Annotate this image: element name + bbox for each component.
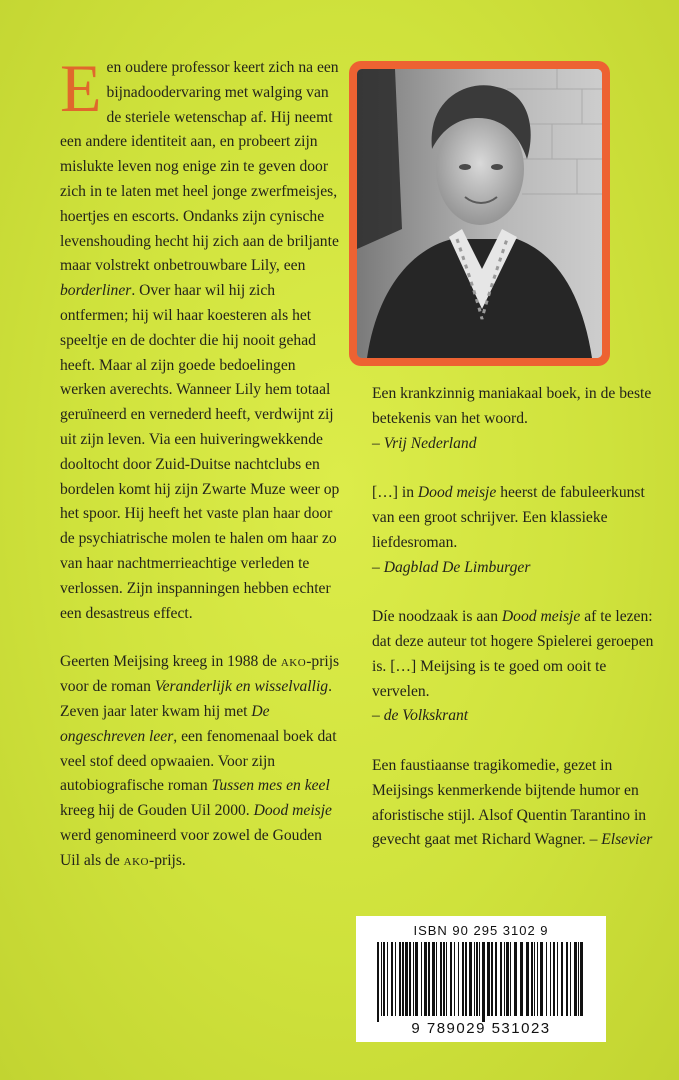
barcode-bar: [462, 942, 464, 1016]
barcode-bar: [520, 942, 523, 1016]
text-run: Díe noodzaak is aan: [372, 608, 502, 626]
barcode-bar: [402, 942, 404, 1016]
quote-source: – Dagblad De Limburger: [372, 558, 531, 576]
barcode-bar: [540, 942, 543, 1016]
barcode-bar: [377, 942, 379, 1022]
barcode-bar: [531, 942, 533, 1016]
author-photo-frame: [349, 61, 610, 366]
italic-title: Dood meisje: [253, 802, 332, 820]
barcode-bar: [421, 942, 422, 1016]
italic-title: Dood meisje: [501, 608, 581, 626]
text-run: , een fenomenaal boek dat veel stof deed opwaaien. Voor zijn autobiografische roman: [60, 727, 337, 795]
drop-cap: E: [60, 50, 102, 126]
press-quotes: [372, 382, 662, 878]
barcode-bar: [440, 942, 442, 1016]
barcode-bar: [450, 942, 452, 1016]
blurb-body: [60, 50, 340, 622]
text-run: heerst de fabuleerkunst van een groot schrijver. Een klassieke liefdesroman.: [372, 484, 645, 551]
press-quote: [372, 754, 662, 853]
barcode-bar: [476, 942, 478, 1016]
barcode-bar: [504, 942, 505, 1016]
barcode-bar: [482, 942, 485, 1022]
press-quote: [372, 605, 662, 729]
text-run: werd genomineerd voor zowel de Gouden Uil als de: [60, 826, 322, 869]
text-run: -prijs voor de roman: [60, 653, 340, 696]
barcode-bar: [514, 942, 517, 1016]
barcode-bar: [399, 942, 401, 1016]
barcode-bar: [474, 942, 475, 1016]
barcode-bar: [454, 942, 455, 1016]
barcode-bar: [409, 942, 411, 1016]
barcode-bar: [387, 942, 388, 1016]
italic-title: De ongeschreven leer: [60, 702, 270, 745]
barcode-bar: [465, 942, 467, 1016]
barcode-bar: [578, 942, 579, 1016]
small-caps-text: ako: [123, 851, 150, 869]
barcode-bar: [428, 942, 430, 1016]
barcode-bar: [381, 942, 382, 1016]
text-run: Een faustiaanse tragikomedie, gezet in Meijsings kenmerkende bijtende humor en aforistische stijl. Alsof Quentin Tarantino in gevecht gaat met Richard Wagner.: [372, 756, 647, 849]
barcode-bar: [510, 942, 511, 1016]
italic-title: Tussen mes en keel: [211, 777, 330, 795]
italic-title: Dood meisje: [417, 484, 497, 502]
text-run: -prijs.: [149, 851, 186, 869]
small-caps-text: ako: [280, 653, 307, 671]
quote-text: [372, 754, 662, 853]
barcode-bar: [500, 942, 502, 1016]
press-quote: [372, 382, 662, 456]
author-portrait-image: [357, 69, 602, 358]
barcode-bar: [446, 942, 447, 1016]
author-bio: [60, 650, 342, 873]
press-quote: [372, 481, 662, 580]
text-run: . Zeven jaar later kwam hij met: [60, 678, 332, 720]
quote-source: – de Volkskrant: [372, 707, 469, 725]
barcode-bar: [458, 942, 459, 1016]
barcode-bar: [395, 942, 396, 1016]
barcode-bar: [553, 942, 555, 1016]
barcode-bar: [557, 942, 558, 1016]
barcode-bar: [550, 942, 551, 1016]
isbn-number: ISBN 90 295 3102 9: [413, 923, 549, 938]
barcode-bar: [383, 942, 385, 1016]
barcode-bar: [574, 942, 577, 1016]
quote-text: [372, 382, 662, 432]
italic-title: – Elsevier: [589, 831, 653, 849]
text-run: Geerten Meijsing kreeg in 1988 de: [60, 653, 281, 671]
blurb-paragraph: [60, 50, 342, 626]
italic-title: Veranderlijk en wisselvallig: [154, 678, 329, 696]
text-run: kreeg hij de Gouden Uil 2000.: [60, 802, 254, 820]
text-run: . Over haar wil hij zich ontfermen; hij wil haar koesteren als het speeltje en de dochter die hij nooit gehad heeft. Maar al zijn goede bedoelingen werken averechts. Wanneer Lily hem totaal geruïneerd en vernederd heeft, verdwijnt zij uit zijn leven. Via een huiveringwekkende dooltocht door Zuid-Duitse nachtclubs en bordelen komt hij zijn Zwarte Muze weer op het spoor. Hij heeft het vaste plan haar door de psychiatrische molen te halen om haar zo van haar nachtmerrieachtige verleden te verlossen. Zijn inspanningen hebben echter een desastreus effect.: [60, 282, 340, 622]
barcode-bar: [546, 942, 547, 1016]
barcode-bar: [506, 942, 509, 1016]
barcode-bar: [436, 942, 437, 1016]
barcode-bar: [432, 942, 435, 1016]
text-run: Een krankzinnig maniakaal boek, in de beste betekenis van het woord.: [372, 385, 652, 427]
quote-text: [372, 481, 662, 555]
text-run: en oudere professor keert zich na een bijnadoodervaring met walging van de steriele wetenschap af. Hij neemt een andere identiteit aan, en probeert zijn mislukte leven nog enige zin te geven door zich in te laten met heel jonge zwerfmeisjes, hoertjes en escorts. Ondanks zijn cynische levenshouding hecht hij zich aan de briljante maar volstrekt onbetrouwbare Lily, een: [60, 59, 339, 275]
barcode-bar: [405, 942, 408, 1016]
barcode-bar: [537, 942, 538, 1016]
barcode-bar: [391, 942, 393, 1016]
author-photo: [357, 69, 602, 358]
barcode-bar: [526, 942, 529, 1016]
barcode-bar: [580, 942, 583, 1016]
barcode-bar: [443, 942, 445, 1016]
quote-text: [372, 605, 662, 704]
barcode-bar: [495, 942, 497, 1016]
text-run: […] in: [372, 484, 418, 502]
barcode-bar: [469, 942, 472, 1016]
barcode-bar: [534, 942, 535, 1016]
barcode-bar: [479, 942, 480, 1016]
ean-number: 9 789029 531023: [411, 1020, 551, 1037]
back-cover-text: [60, 50, 342, 874]
barcode-bars: [376, 942, 588, 1022]
barcode-bar: [424, 942, 427, 1016]
barcode-bar: [415, 942, 418, 1016]
barcode-bar: [491, 942, 493, 1016]
barcode-bar: [570, 942, 571, 1016]
text-run: af te lezen: dat deze auteur tot hogere Spielerei geroepen is. […] Meijsing is te goed om ooit te vervelen.: [372, 608, 654, 700]
barcode-bar: [413, 942, 414, 1016]
italic-title: borderliner: [60, 282, 132, 300]
barcode-bar: [487, 942, 490, 1016]
barcode-bar: [566, 942, 568, 1016]
isbn-barcode: [356, 916, 606, 1042]
quote-source: – Vrij Nederland: [372, 434, 477, 452]
barcode-bar: [561, 942, 563, 1016]
